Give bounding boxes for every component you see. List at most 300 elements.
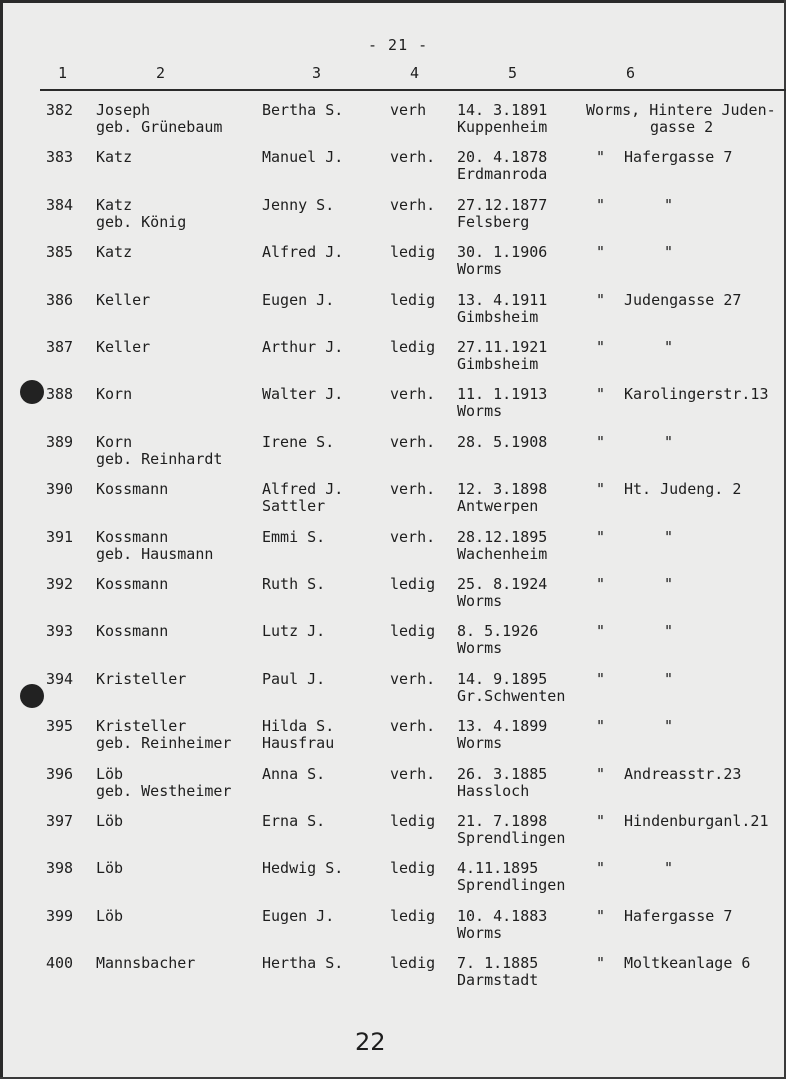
first-name-line: Ruth S. [262,575,326,593]
birth-date-line2: Worms [457,734,503,752]
marital-status-line: verh. [390,765,436,783]
birth-date [457,576,547,610]
table-row [0,339,786,385]
entry-number-line: 386 [46,291,74,309]
marital-status [390,908,435,925]
birth-date-line2: Wachenheim [457,545,548,563]
address-line: Moltkeanlage 6 [624,954,751,972]
residence [586,102,776,136]
birth-date-line2: Kuppenheim [457,118,548,136]
birth-date-line: 8. 5.1926 [457,622,539,640]
address [664,339,673,356]
first-name-line: Paul J. [262,670,326,688]
surname-line: Kossmann [96,575,169,593]
entry-number-line: 384 [46,196,74,214]
marital-status-line: verh. [390,717,436,735]
surname-line: Kossmann [96,622,169,640]
address [624,292,741,309]
residence-ditto [596,244,605,261]
address-line: " [664,859,674,877]
residence-ditto-line: " [596,622,606,640]
residence-ditto [596,955,605,972]
entry-number [46,529,73,546]
birth-date-line2: Felsberg [457,213,530,231]
entry-number-line: 396 [46,765,74,783]
first-name-line: Erna S. [262,812,326,830]
marital-status-line: verh. [390,433,436,451]
birth-date [457,813,565,847]
birth-date-line: 7. 1.1885 [457,954,539,972]
birth-date-line2: Sprendlingen [457,876,566,894]
residence-ditto-line: " [596,670,606,688]
entry-number-line: 391 [46,528,74,546]
residence-ditto [596,292,605,309]
surname-line: Korn [96,385,133,403]
entry-number-line: 394 [46,670,74,688]
marital-status-line: ledig [390,243,436,261]
surname-line: Löb [96,907,124,925]
birth-date [457,197,547,231]
address [664,244,673,261]
marital-status [390,434,435,451]
first-name [262,197,334,214]
table-row [0,102,786,148]
first-name [262,576,325,593]
birth-date-line: 26. 3.1885 [457,765,548,783]
birth-date-line: 20. 4.1878 [457,148,548,166]
surname [96,529,213,563]
birth-date [457,623,538,657]
residence-ditto-line: " [596,765,606,783]
residence-ditto-line: " [596,954,606,972]
birth-date [457,481,547,515]
surname [96,197,186,231]
marital-status [390,244,435,261]
first-name [262,623,325,640]
entry-number [46,244,73,261]
first-name [262,102,343,119]
residence-ditto-line: " [596,148,606,166]
first-name-line: Hedwig S. [262,859,344,877]
birth-date-line: 30. 1.1906 [457,243,548,261]
residence-ditto-line: " [596,243,606,261]
address-line: " [664,528,674,546]
address-line: Judengasse 27 [624,291,742,309]
residence-ditto [596,149,605,166]
birth-date-line2: Worms [457,924,503,942]
birth-date-line: 25. 8.1924 [457,575,548,593]
entry-number [46,386,73,403]
birth-date-line: 21. 7.1898 [457,812,548,830]
birth-date-line2: Gr.Schwenten [457,687,566,705]
address [624,481,741,498]
birth-date [457,671,565,705]
entry-number [46,813,73,830]
table-row [0,623,786,669]
surname-line2: geb. Reinheimer [96,734,232,752]
birth-date-line: 11. 1.1913 [457,385,548,403]
surname [96,576,168,593]
residence-ditto [596,339,605,356]
first-name-line: Emmi S. [262,528,326,546]
surname [96,339,150,356]
marital-status-line: ledig [390,291,436,309]
entry-number [46,102,73,119]
birth-date-line: 28.12.1895 [457,528,548,546]
birth-date-line2: Darmstadt [457,971,539,989]
entry-number [46,718,73,735]
first-name [262,529,325,546]
address [664,623,673,640]
entry-number [46,434,73,451]
first-name-line: Alfred J. [262,480,344,498]
address [624,766,741,783]
table-row [0,244,786,290]
surname [96,244,132,261]
entry-number-line: 390 [46,480,74,498]
address-line: Hafergasse 7 [624,907,733,925]
marital-status-line: verh. [390,196,436,214]
birth-date-line2: Worms [457,592,503,610]
residence-ditto [596,766,605,783]
entry-number-line: 385 [46,243,74,261]
marital-status-line: ledig [390,812,436,830]
birth-date [457,386,547,420]
first-name [262,766,325,783]
marital-status [390,292,435,309]
birth-date [457,955,538,989]
marital-status [390,860,435,877]
surname [96,718,231,752]
first-name-line: Arthur J. [262,338,344,356]
marital-status [390,529,435,546]
first-name-line: Hilda S. [262,717,335,735]
residence-ditto [596,481,605,498]
residence-ditto [596,197,605,214]
first-name [262,149,343,166]
footer-number: 22 [355,1028,386,1056]
marital-status-line: verh [390,101,427,119]
column-number-4: 4 [410,64,420,82]
surname [96,766,231,800]
marital-status-line: ledig [390,859,436,877]
address-line: " [664,670,674,688]
birth-date-line2: Gimbsheim [457,355,539,373]
surname [96,149,132,166]
header-rule [40,89,786,91]
table-row [0,197,786,243]
entry-number [46,908,73,925]
surname-line2: geb. Grünebaum [96,118,223,136]
residence-ditto-line: " [596,528,606,546]
first-name [262,386,343,403]
surname-line: Löb [96,859,124,877]
entry-number [46,955,73,972]
entry-number-line: 383 [46,148,74,166]
address [664,529,673,546]
surname-line: Joseph [96,101,151,119]
birth-date [457,908,547,942]
marital-status-line: ledig [390,575,436,593]
address-line: " [664,338,674,356]
marital-status [390,481,435,498]
table-row [0,908,786,954]
table-row [0,718,786,764]
marital-status [390,149,435,166]
scan-border-top [0,0,786,3]
address [624,908,732,925]
residence-ditto-line: " [596,433,606,451]
residence-ditto-line: " [596,385,606,403]
surname-line: Kossmann [96,528,169,546]
address-line: " [664,243,674,261]
address [624,149,732,166]
table-row [0,955,786,1001]
entry-number-line: 388 [46,385,74,403]
marital-status [390,386,435,403]
address-line: " [664,575,674,593]
surname-line: Katz [96,243,133,261]
address [664,576,673,593]
residence-ditto [596,718,605,735]
surname-line2: geb. Westheimer [96,782,232,800]
surname [96,102,222,136]
birth-date-line2: Worms [457,260,503,278]
surname [96,813,123,830]
residence-ditto [596,623,605,640]
birth-date [457,529,547,563]
punch-hole [20,380,44,404]
page-number: - 21 - [368,36,429,54]
surname-line2: geb. Hausmann [96,545,214,563]
residence-ditto-line: " [596,480,606,498]
first-name-line: Walter J. [262,385,344,403]
birth-date-line2: Worms [457,639,503,657]
residence-ditto-line: " [596,812,606,830]
entry-number [46,481,73,498]
birth-date-line: 13. 4.1899 [457,717,548,735]
entry-number [46,860,73,877]
residence-ditto-line: " [596,859,606,877]
surname-line: Löb [96,765,124,783]
surname [96,955,195,972]
entry-number-line: 398 [46,859,74,877]
first-name [262,244,343,261]
marital-status [390,955,435,972]
column-number-5: 5 [508,64,518,82]
entry-number [46,149,73,166]
surname-line2: geb. Reinhardt [96,450,223,468]
table-row [0,860,786,906]
address-line: Hindenburganl.21 [624,812,769,830]
table-row [0,386,786,432]
address-line: Andreasstr.23 [624,765,742,783]
address [664,860,673,877]
first-name [262,813,325,830]
table-row [0,481,786,527]
residence-ditto [596,860,605,877]
address-line: " [664,433,674,451]
first-name-line: Anna S. [262,765,326,783]
entry-number-line: 389 [46,433,74,451]
address [624,386,769,403]
surname [96,908,123,925]
first-name [262,908,334,925]
birth-date [457,766,547,800]
first-name [262,339,343,356]
marital-status [390,813,435,830]
marital-status [390,576,435,593]
birth-date-line: 13. 4.1911 [457,291,548,309]
entry-number-line: 387 [46,338,74,356]
entry-number-line: 392 [46,575,74,593]
birth-date-line: 14. 9.1895 [457,670,548,688]
marital-status-line: ledig [390,622,436,640]
punch-hole [20,684,44,708]
address [664,197,673,214]
entry-number-line: 395 [46,717,74,735]
marital-status-line: ledig [390,907,436,925]
marital-status-line: ledig [390,338,436,356]
address [664,718,673,735]
residence-ditto [596,813,605,830]
address [624,955,750,972]
first-name [262,718,334,752]
residence-ditto-line: " [596,338,606,356]
table-row [0,671,786,717]
surname-line: Kristeller [96,717,187,735]
birth-date [457,434,547,451]
surname [96,860,123,877]
first-name [262,434,334,451]
first-name [262,955,343,972]
address-line: " [664,717,674,735]
column-number-6: 6 [626,64,636,82]
residence-ditto [596,529,605,546]
surname [96,434,222,468]
marital-status [390,623,435,640]
table-row [0,576,786,622]
birth-date [457,102,547,136]
entry-number-line: 393 [46,622,74,640]
surname-line: Katz [96,196,133,214]
marital-status-line: verh. [390,148,436,166]
birth-date [457,292,547,326]
residence-ditto [596,908,605,925]
address [624,813,769,830]
entry-number [46,766,73,783]
birth-date-line: 27.12.1877 [457,196,548,214]
marital-status [390,102,426,119]
entry-number-line: 382 [46,101,74,119]
entry-number-line: 397 [46,812,74,830]
address-line: " [664,622,674,640]
address-line: " [664,196,674,214]
column-number-1: 1 [58,64,68,82]
birth-date [457,149,547,183]
surname-line: Mannsbacher [96,954,196,972]
address [664,671,673,688]
surname [96,623,168,640]
first-name-line: Manuel J. [262,148,344,166]
residence-ditto [596,386,605,403]
birth-date-line2: Erdmanroda [457,165,548,183]
residence-line: Worms, Hintere Juden- [586,101,776,119]
birth-date [457,339,547,373]
first-name [262,860,343,877]
residence-ditto [596,434,605,451]
first-name-line2: Hausfrau [262,734,335,752]
address-line: Karolingerstr.13 [624,385,769,403]
surname [96,386,132,403]
first-name-line: Irene S. [262,433,335,451]
table-row [0,766,786,812]
birth-date-line2: Sprendlingen [457,829,566,847]
birth-date [457,718,547,752]
residence-ditto-line: " [596,291,606,309]
first-name-line: Jenny S. [262,196,335,214]
surname-line: Kristeller [96,670,187,688]
first-name-line: Hertha S. [262,954,344,972]
entry-number-line: 399 [46,907,74,925]
birth-date-line2: Gimbsheim [457,308,539,326]
birth-date-line: 28. 5.1908 [457,433,548,451]
first-name-line: Alfred J. [262,243,344,261]
surname [96,481,168,498]
entry-number [46,339,73,356]
birth-date-line: 10. 4.1883 [457,907,548,925]
entry-number-line: 400 [46,954,74,972]
address-line: Hafergasse 7 [624,148,733,166]
surname [96,292,150,309]
marital-status [390,718,435,735]
surname-line: Korn [96,433,133,451]
first-name [262,481,343,515]
residence-ditto [596,576,605,593]
birth-date [457,244,547,278]
first-name-line: Bertha S. [262,101,344,119]
first-name-line: Eugen J. [262,907,335,925]
birth-date-line: 14. 3.1891 [457,101,548,119]
birth-date-line2: Worms [457,402,503,420]
surname-line: Kossmann [96,480,169,498]
surname-line2: geb. König [96,213,187,231]
entry-number [46,292,73,309]
birth-date-line2: Hassloch [457,782,530,800]
marital-status [390,766,435,783]
first-name-line2: Sattler [262,497,326,515]
table-row [0,434,786,480]
entry-number [46,623,73,640]
table-row [0,813,786,859]
marital-status-line: verh. [390,480,436,498]
residence-ditto-line: " [596,907,606,925]
marital-status-line: verh. [390,385,436,403]
first-name [262,671,325,688]
birth-date-line: 4.11.1895 [457,859,539,877]
residence-ditto-line: " [596,717,606,735]
surname-line: Keller [96,338,151,356]
first-name [262,292,334,309]
birth-date-line: 27.11.1921 [457,338,548,356]
table-row [0,149,786,195]
address-line: Ht. Judeng. 2 [624,480,742,498]
first-name-line: Eugen J. [262,291,335,309]
residence-ditto [596,671,605,688]
residence-line2: gasse 2 [650,118,714,136]
birth-date-line2: Antwerpen [457,497,539,515]
marital-status-line: verh. [390,528,436,546]
